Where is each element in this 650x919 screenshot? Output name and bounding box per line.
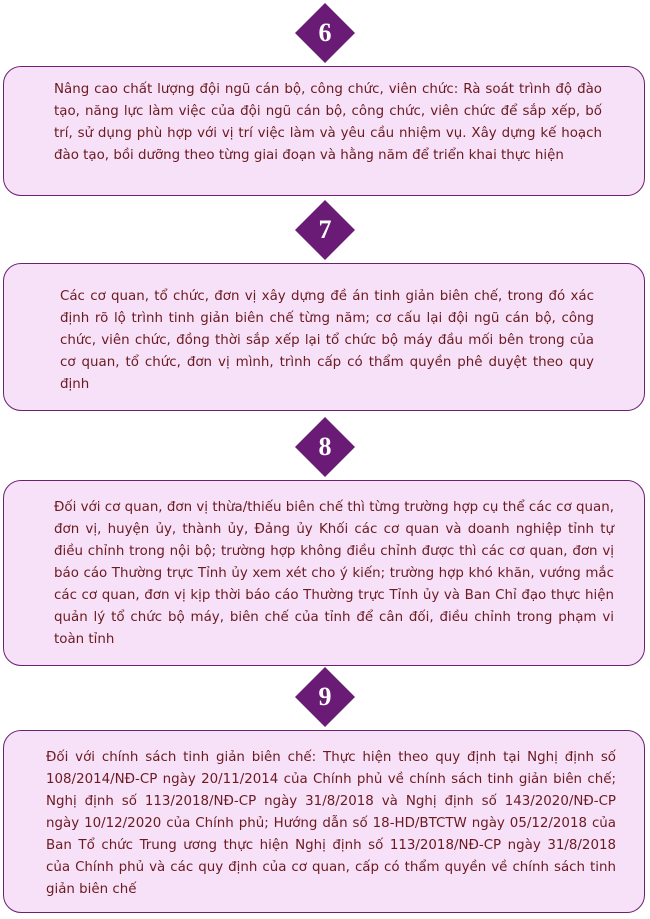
step-number: 7 — [318, 215, 332, 244]
step-text: Đối với cơ quan, đơn vị thừa/thiếu biên chế thì từng trường hợp cụ thể các cơ quan, đơn vị, huyện ủy, thành ủy, Đảng ủy Khối các cơ quan và doanh nghiệp tỉnh tự điều chỉnh trong nội bộ; trường hợp không điều chỉnh được thì các cơ quan, đơn vị báo cáo Thường trực Tỉnh ủy xem xét cho ý kiến; trường hợp khó khăn, vướng mắc các cơ quan, đơn vị kịp thời báo cáo Thường trực Tỉnh ủy và Ban Chỉ đạo thực hiện quản lý tổ chức bộ máy, biên chế của tỉnh để cân đối, điều chỉnh trong phạm vi toàn tỉnh — [54, 500, 614, 647]
step-text-box — [3, 66, 645, 196]
step-text: Đối với chính sách tinh giản biên chế: Thực hiện theo quy định tại Nghị định số 108/2014/NĐ-CP ngày 20/11/2014 của Chính phủ về chính sách tinh giản biên chế; Nghị định số 113/2018/NĐ-CP ngày 31/8/2018 và Nghị định số 143/2020/NĐ-CP ngày 10/12/2020 của Chính phủ; Hướng dẫn số 18-HD/BTCTW ngày 05/12/2018 của Ban Tổ chức Trung ương thực hiện Nghị định số 113/2018/NĐ-CP ngày 31/8/2018 của Chính phủ và các quy định của cơ quan, cấp có thẩm quyền về chính sách tinh giản biên chế — [46, 750, 616, 897]
step-text: Các cơ quan, tổ chức, đơn vị xây dựng đề án tinh giản biên chế, trong đó xác định rõ lộ trình tinh giản biên chế từng năm; cơ cấu lại đội ngũ cán bộ, công chức, viên chức, đồng thời sắp xếp lại tổ chức bộ máy đầu mối bên trong của cơ quan, tổ chức, đơn vị mình, trình cấp có thẩm quyền phê duyệt theo quy định — [60, 289, 594, 392]
step-number: 9 — [318, 682, 332, 711]
step-text-box — [3, 730, 645, 913]
step-text-box — [3, 480, 645, 666]
step-text-box — [3, 263, 645, 411]
step-number-badge — [294, 416, 356, 478]
step-number: 8 — [318, 432, 332, 461]
step-number: 6 — [318, 18, 332, 47]
step-number-badge — [294, 666, 356, 728]
step-number-badge — [294, 199, 356, 261]
step-text: Nâng cao chất lượng đội ngũ cán bộ, công chức, viên chức: Rà soát trình độ đào tạo, năng lực làm việc của đội ngũ cán bộ, công chức, viên chức để sắp xếp, bố trí, sử dụng phù hợp với vị trí việc làm và yêu cầu nhiệm vụ. Xây dựng kế hoạch đào tạo, bồi dưỡng theo từng giai đoạn và hằng năm để triển khai thực hiện — [54, 82, 602, 163]
step-number-badge — [294, 2, 356, 64]
